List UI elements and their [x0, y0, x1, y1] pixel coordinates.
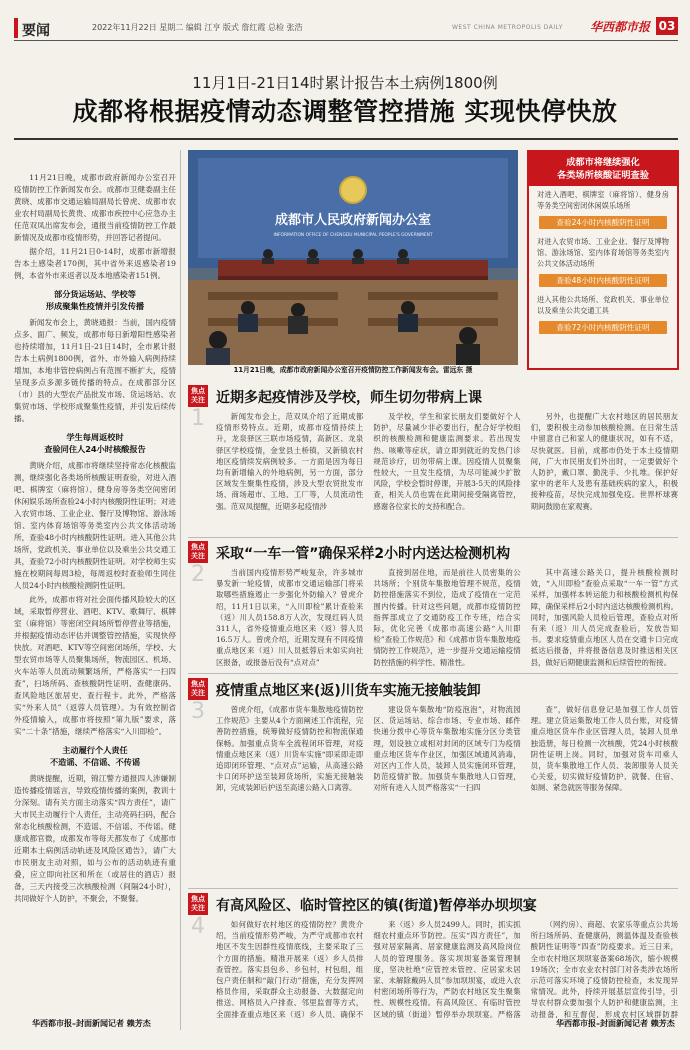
section-divider [188, 537, 678, 538]
section-1 [188, 385, 678, 535]
focus-tag-label: 焦点 关注 [188, 678, 208, 700]
left-subheading: 主动履行个人责任 不造谣、不信谣、不传谣 [49, 745, 141, 767]
focus-tag [188, 678, 208, 724]
section-column: 曾虎介绍，《成都市货车集散地疫情防控工作规范》主要从4个方面阐述工作流程，完善防控措施，统筹做好疫情防控和物流保通保畅。加强重点货车全流程闭环管理，对疫情重点地区来（返）川货车实施“即采即走即追即闭环管理、“点对点”运输，从高速公路卡口闭环护送至装卸货场所，实施无接触装卸，完成装卸后护送至高速公路入口离蓉。 [216, 705, 364, 793]
section-divider [188, 888, 678, 889]
sidebox-text: 对进入农贸市场、工业企业、餐厅及博物馆、游泳场馆、室内体育场馆等务类室内公共文体活动场所 [537, 237, 669, 268]
masthead-rule [14, 40, 678, 41]
newspaper-logo: 华西都市报 [590, 20, 651, 34]
left-paragraph: 黄晓提醒，近期，锦江警方通报四人涉嫌制造传播疫情谣言，导致疫情传播的案例，教训十分深刻。请有关方面主动落实“四方责任”，请广大市民主动履行个人责任，主动亮码扫码，配合常态化核酸检测，不造谣、不信谣、不传谣。健康成都官微，成都发布等每天都发布了《成都市近期本土病例活动轨迹及风险区通告》，请广大市民朋友主动对照，如与公布的活动轨迹有重叠，应立即向社区和所在（或居住的酒店）报备，三天内接受三次核酸检测（间隔24小时），共同做好个人防护，不聚会，不聚餐。 [14, 774, 176, 903]
focus-tag [188, 541, 208, 587]
section-column: 当前国内疫情形势严峻复杂，许多城市暴发新一轮疫情，成都市交通运输部门将采取哪些措施遏止一步强化外防输入？曾虎介绍，11月1日以来，“入川即检”累计查验来（返）川人员158.8万人次，发现红码人员311人，省外疫情重点地区来（返）蓉人员16.5万人。曾虎介绍，近期发现有不同疫情重点地区来（返）川人员抵蓉后未如实向社区报备，或报备后没有“点对点” [216, 568, 364, 667]
section-title: 疫情重点地区来(返)川货车实施无接触装卸 [216, 683, 481, 699]
masthead-english: WEST CHINA METROPOLIS DAILY [452, 24, 563, 31]
backdrop-subtitle: INFORMATION OFFICE OF CHENGDU MUNICIPAL PEOPLE'S GOVERNMENT [273, 233, 433, 238]
section-4 [188, 893, 678, 1018]
left-paragraph: 新闻发布会上，黄晓通报：当前，国内疫情点多、面广、频发，成都市每日新增阳性感染者也持续增加，11月1日-21日14时，全市累计报告本土病例1800例，省外、市外输入病例持续增加，本地非管控病例占有范围不断扩大，疫情呈现多点多源多链传播的特点。在成都部分区（市）县的大型农产品批发市场、货运场站、农集贸市场、学校形成聚集性疫情，并引发后续传播。 [14, 318, 176, 423]
focus-tag [188, 893, 208, 939]
sidebox-text: 对进入酒吧、棋牌室（麻将馆）、健身房等务类空间密闭休闲娱乐场所 [537, 190, 669, 210]
focus-tag-label: 焦点 关注 [188, 541, 208, 563]
left-column [14, 172, 176, 907]
measures-sidebox [527, 150, 679, 370]
left-paragraph: 据介绍，11月21日0-14时，成都市新增报告本土感染者170例，其中省外来返感染者19例，本省外市来返者以及本地感染者151例。 [14, 247, 176, 280]
focus-tag-label: 焦点 关注 [188, 893, 208, 915]
photo-illustration [188, 150, 518, 365]
left-subheading: 学生每周返校时 查验同住人24小时核酸报告 [44, 432, 146, 454]
left-byline: 华西都市报–封面新闻记者 赖芳杰 [32, 1019, 151, 1028]
column-divider [180, 150, 181, 1030]
headline-rule [14, 138, 678, 140]
section-title: 采取“一车一管”确保采样2小时内送达检测机构 [216, 546, 511, 562]
section-column: 另外，也提醒广大农村地区的居民朋友们，要积极主动参加核酸检测。在日常生活中留意自己和家人的健康状况，如有不适，尽快就医。目前，成都市仍处于本土疫情期间，广大市民朋友们外出时，一定要做好个人防护，戴口罩、勤洗手、少扎堆。保护好家中的老年人及患有基础疾病的家人，积极接种疫苗，尽快完成加强免疫。世界杯球赛期间鼓励在家观赛。 [530, 412, 678, 511]
left-subheading: 部分货运场站、学校等 形成聚集性疫情并引发传播 [45, 289, 145, 311]
backdrop-title: 成都市人民政府新闻办公室 [274, 213, 432, 228]
sidebox-badge: 查验72小时内核酸阴性证明 [539, 321, 667, 334]
section-2 [188, 541, 678, 669]
focus-tag-number: 2 [191, 562, 205, 587]
section-column: 新闻发布会上，范双凤介绍了近期成都疫情形势特点。近期，成都市疫情持续上升，龙泉驿区三联市场疫情，高新区、龙泉驿区学校疫情，金堂县土桥镇，又新镇农村地区疫情续发病例较多。一方面是因为每日均有新增输入的外地病例，另一方面，部分区域发生聚集性疫情，涉及大型农贸批发市场、商场超市、工地、工厂等，人员流动性强。范双凤提醒，近期多起疫情涉 [216, 412, 364, 511]
section-column: 及学校，学生和家长朋友们要做好个人防护，尽量减少非必要出行，配合好学校组织的核酸检测和健康监测要求。若出现发热、咳嗽等症状，请立即到就近的发热门诊规范诊疗，切勿带病上课。因疫情人员聚集性较大，一旦发生疫情，为尽可能减少扩散风险，学校会暂时停课，开展3-5天的风险排查，相关人员也需在此期间接受隔离管控，感谢各位家长的支持和配合。 [373, 412, 521, 511]
right-byline: 华西都市报–封面新闻记者 赖芳杰 [556, 1019, 675, 1028]
sidebox-badge: 查验24小时内核酸阴性证明 [539, 216, 667, 229]
headline: 成都将根据疫情动态调整管控措施 实现快停快放 [72, 97, 618, 126]
section-name: 要闻 [22, 23, 50, 39]
section-column: 建设货车集散地“防疫泡泡”，对物流园区、货运场站、综合市场、专业市场、邮件快递分拨中心等货车集散地实施分区分类管理，划设独立或相对封闭的区域专门为疫情重点地区货车作业区，加强区域通风消毒，对区内工作人员，装卸人员实施闭环管理，防范疫情扩散。加强货车集散地人口管理，对所有进入人员严格落实“一扫四 [373, 705, 521, 793]
section-marker [14, 18, 18, 38]
section-column: （网约房）、商超、农家乐等重点公共场所扫场所码、查健康码，测温体温及查验核酸阴性证明等“四查”防疫要求。近三日来，全市农村地区坝坝宴备案68场次，缩小规模19场次；全市农业农村部门对各类涉农场所示范可落实环境了疫情防控检查，未发现异常情况。此外，持续开展基层宣传引导，引导农村群众要加强个人防护和健康监测，主动报备，和互督促，形成农村区域群防群 [530, 920, 678, 1018]
focus-tag-number: 3 [191, 699, 205, 724]
section-title: 近期多起疫情涉及学校，师生切勿带病上课 [216, 390, 482, 406]
focus-tag [188, 385, 208, 431]
left-paragraph: 黄晓介绍，成都市将继续坚持常态化核酸监测，继续强化各类场所核酸证明查验，对进入酒吧、棋牌室（麻将馆）、健身房等务类空间密闭休闲娱乐场所查验24小时内核酸阴性证明；对进入农贸市场、工业企业、餐厅及博物馆、游泳场馆、室内体育场馆等务类室内公共文体活动场所，查验48小时内核酸阴性证明。进入其他公共场所，党政机关、事业单位以及乘坐公共交通工具，查验72小时内核酸阴性证明。对学校师生实施在校期间每周3检，每周返校时查验师生同住人员24小时内核酸检测阴性证明。 [14, 461, 176, 590]
masthead [0, 0, 690, 48]
section-column: 来（返）乡人员2499人。同时，抓实抓细农村重点环节防控。压实“四方责任”，加强对居家隔离、居家健康监测及高风险岗位人员的管理服务。落实坝坝宴备案管理制度，坚决杜绝“应管控未管控、应居家未居家、未解除戴码人员”参加坝坝宴，或进入农村密闭场所等行为，严防农村地区发生聚集性、规模性疫情。有高风险区、有临时管控区域的镇（街道）暂停举办坝坝宴。严格落 [373, 920, 521, 1018]
section-column: 查”，做好信息登记是加强工作人员管理。建立货运集散地工作人员台账，对疫情重点地区货车作业区管理人员，装卸人员单独造册，每日检测一次核酸，凭24小时核酸阴性证明上岗。同时，加强对货车司乘人员，货车集散地工作人员、装卸服务人员关心关爱，切实做好疫情防护、就餐、住宿、如厕、紧急就医等服务保障。 [530, 705, 678, 793]
masthead-info: 2022年11月22日 星期二 编辑 江亨 版式 詹红霞 总检 张浩 [92, 23, 303, 32]
left-paragraph: 此外，成都市将对社会面传播风险较大的区域，采取暂停营业、酒吧、KTV、歌舞厅、棋牌室（麻将馆）等密闭空间场所暂停营业等措施，并根据疫情动态评估并调整管控措施，实现快停快放。对酒吧、KTV等空间密闭场所，学校、大型农贸市场等人员聚集场所，物流园区、机场、火车站等人员流动频繁场所，严格落实“一扫四查”，扫场所码、查核酸阴性证明、查健康码、查风险地区旅居史、查行程卡。此外，严格落实“外来人员”（返蓉人员管理）。为有效控制省外疫情输入，成都市将按照“第九版”要求，落实“二十条”措施，继续严格落实“入川即检”。 [14, 595, 176, 736]
focus-tag-label: 焦点 关注 [188, 385, 208, 407]
section-column: 直接到居住地，而是前往人员密集的公共场所；个别货车集散地管理不规范，疫情防控措施落实不到位，造成了疫情在一定范围内传播。针对这些问题，成都市疫情防控指挥部成立了交通防疫工作专班，结合实际，优化完善《成都市高速公路“入川即检”查验工作规范》和《成都市货车集散地疫情防控工作规范》，进一步提升交通运输疫情防控措施的科学性、精准性。 [373, 568, 521, 667]
section-3 [188, 678, 678, 888]
focus-tag-number: 1 [191, 406, 205, 431]
page-number: 03 [656, 17, 678, 35]
section-divider [188, 673, 678, 674]
subhead: 11月1日-21日14时累计报告本土病例1800例 [192, 74, 498, 92]
photo-caption: 11月21日晚，成都市政府新闻办公室召开疫情防控工作新闻发布会。雷远东 摄 [233, 366, 473, 374]
focus-tag-number: 4 [191, 914, 205, 939]
press-conference-photo [188, 150, 518, 365]
section-title: 有高风险区、临时管控区的镇(街道)暂停举办坝坝宴 [216, 898, 537, 914]
section-column: 如何做好农村地区的疫情防控？黄贵介绍，当前疫情形势严峻，为严守成都市农村地区不发生因群性疫情底线，主要采取了三个方面的措施。精准开展来（返）乡人员排查管控。落实县包乡、乡包村，村包组，组包户责任制和“敲门行动”措施，充分发挥网格员作用，采取群众主动报备、大数据定向推送、网格员入户排查、邻里监督等方式，全面排查重点地区来（返）乡人员，确保不 [216, 920, 364, 1018]
sidebox-badge: 查验48小时内核酸阴性证明 [539, 274, 667, 287]
sidebox-text: 进入其他公共场所、党政机关、事业单位以及乘坐公共交通工具 [537, 295, 669, 315]
section-column: 其中高速公路关口，提升核酸检测时效，“入川即检”查验点采取“一车一管”方式采样，加强样本转运能力和核酸检测机构保障，确保采样后2小时内送达核酸检测机构。同时，加强风险人员检后管理，查验点对所有来（返）川人员完成查验后，发放告知书。要求疫情重点地区人员在交通卡口完成抵达后报备，并将报备信息及时推送相关区县，做好后期健康监测和后续管控的衔接。 [530, 568, 678, 667]
left-paragraph: 11月21日晚，成都市政府新闻办公室召开疫情防控工作新闻发布会。成都市卫健委副主任黄晓、成都市交通运输局副局长曾虎、成都市农业农村局副局长黄贵、成都市疾控中心应急办主任范双凤出席发布会，通报当前疫情防控工作最新情况及成都市疫情形势，并回答记者提问。 [14, 173, 176, 242]
sidebox-title: 成都市将继续强化 各类场所核酸证明查验 [529, 152, 677, 186]
